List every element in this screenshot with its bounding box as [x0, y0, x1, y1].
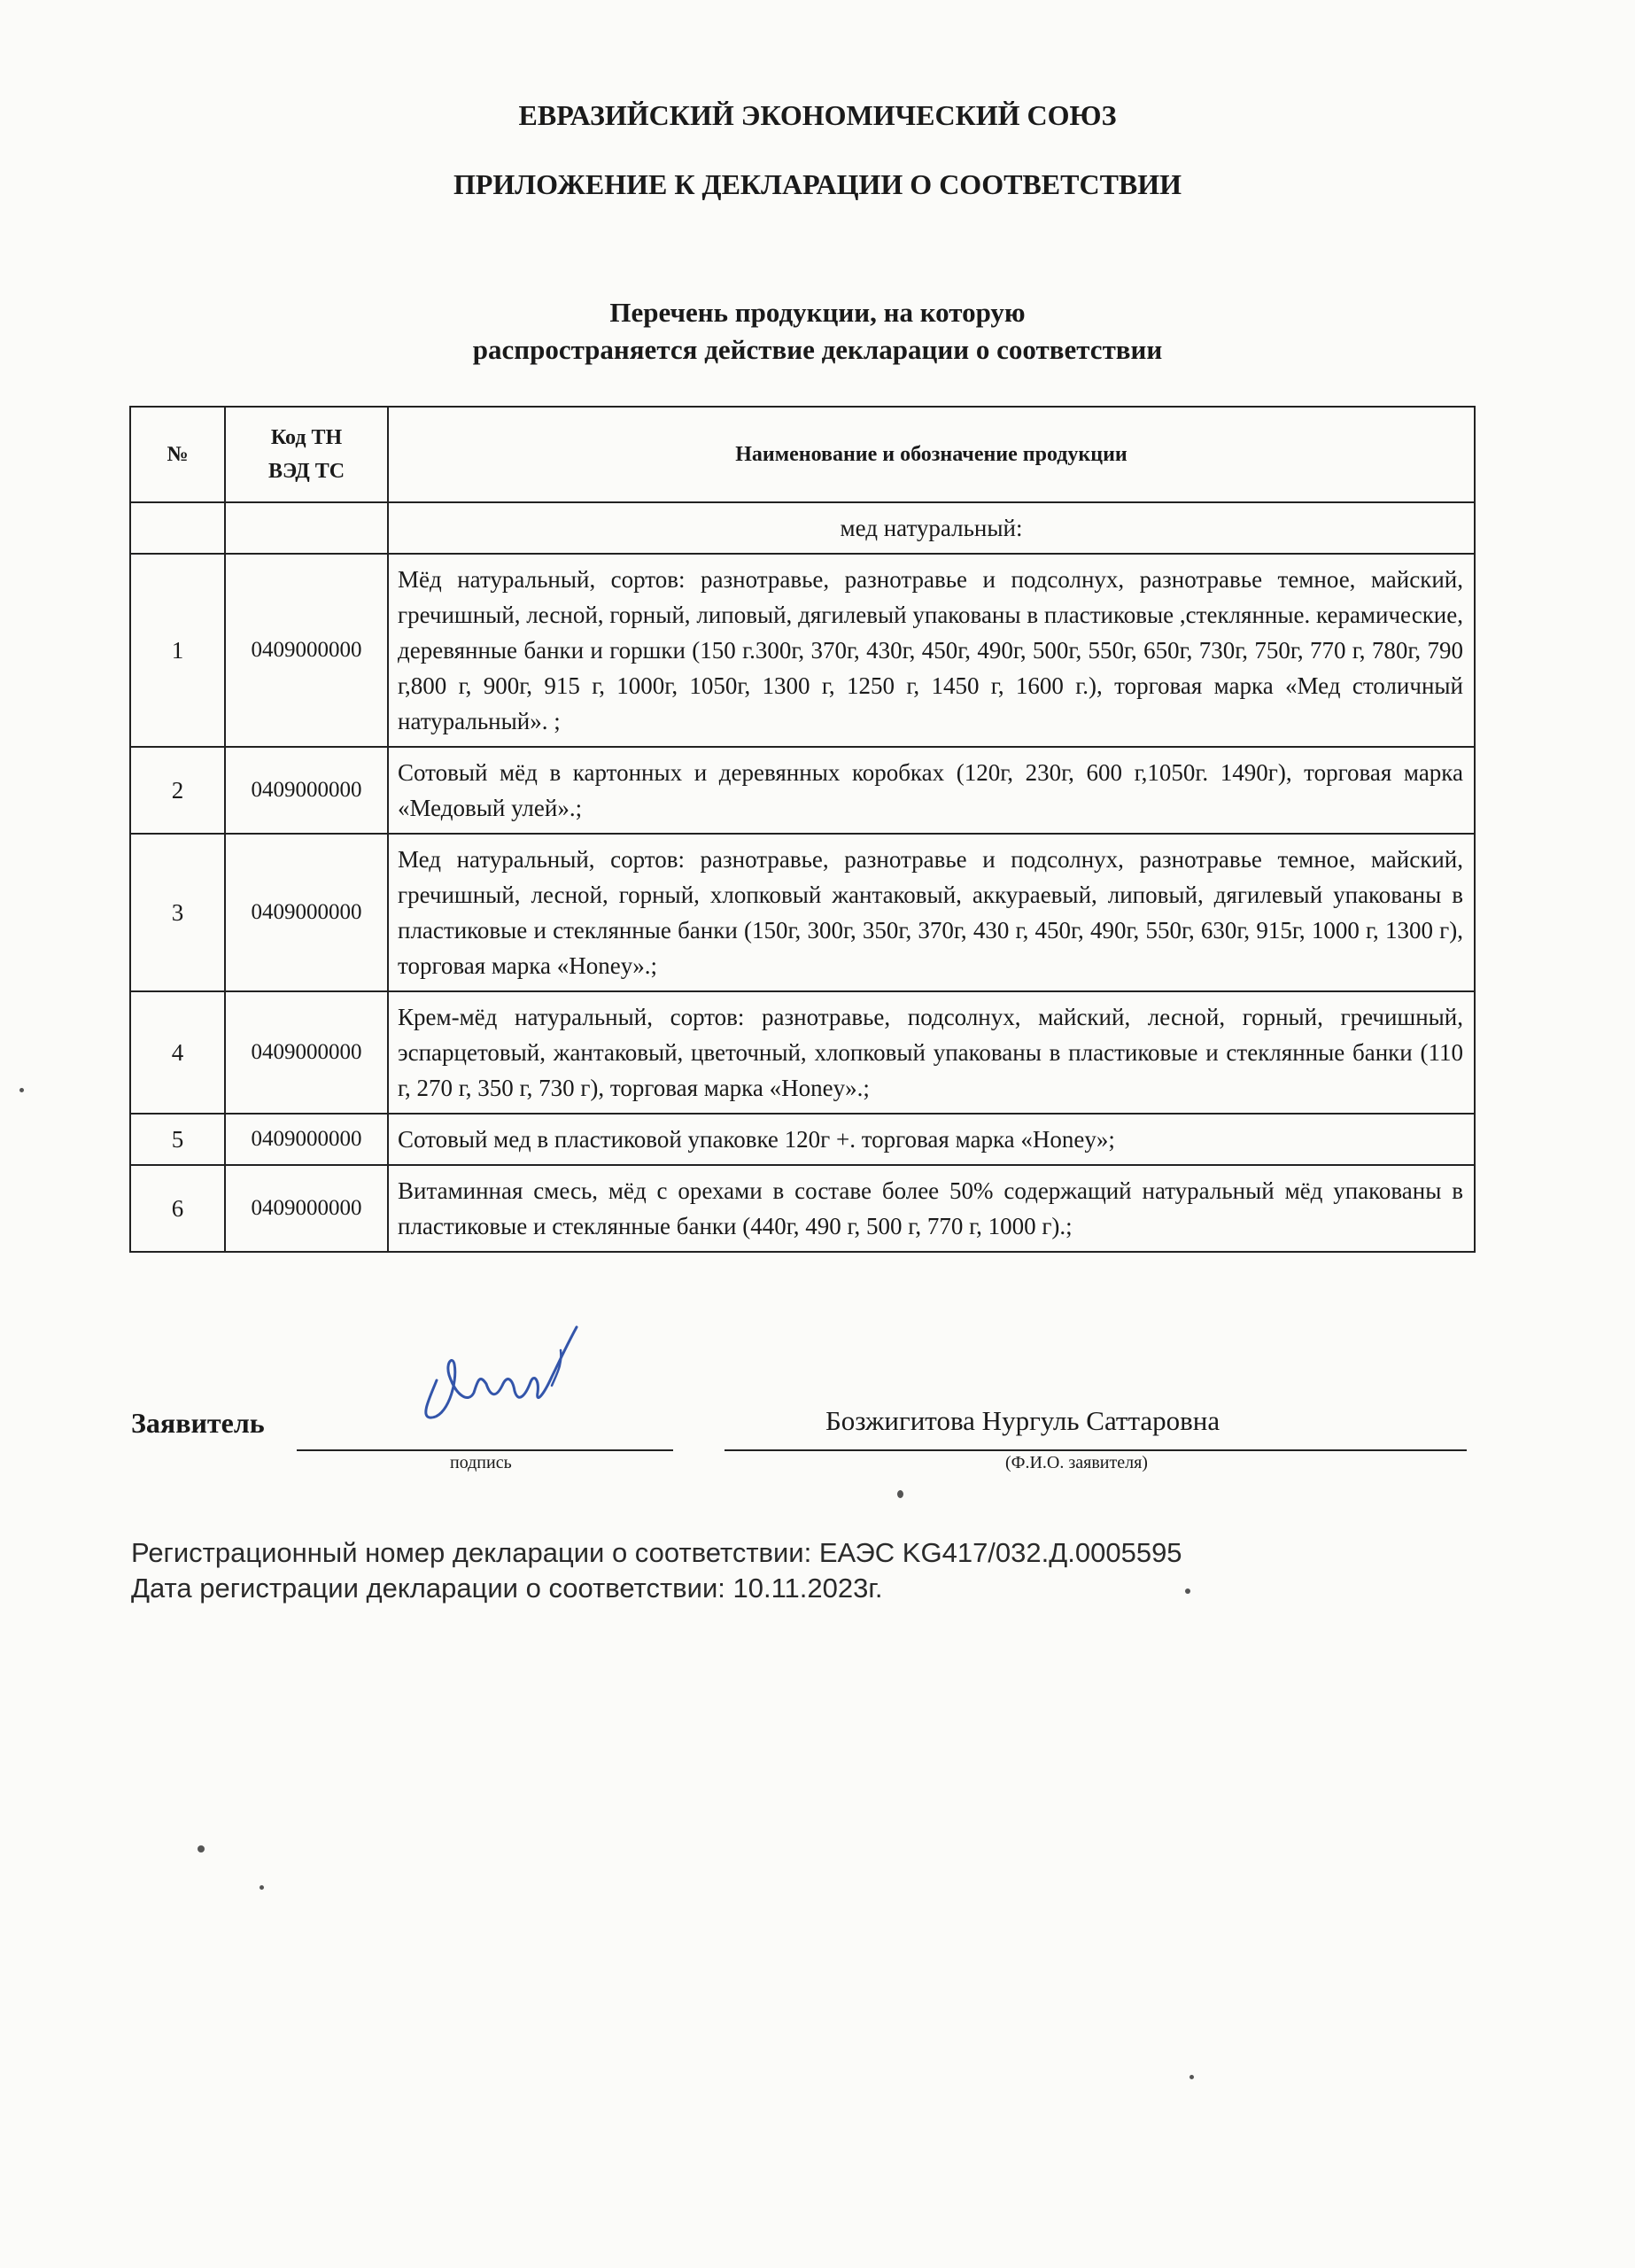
row-num: 3 — [130, 834, 225, 991]
row-num: 4 — [130, 991, 225, 1114]
col-name-header: Наименование и обозначение продукции — [388, 407, 1475, 502]
row-product-name: Сотовый мёд в картонных и деревянных коробках (120г, 230г, 600 г,1050г. 1490г), торговая марка «Медовый улей».; — [388, 747, 1475, 834]
table-row — [130, 991, 1475, 1114]
row-num: 6 — [130, 1165, 225, 1252]
scan-speck — [198, 1845, 205, 1852]
row-num: 5 — [130, 1114, 225, 1165]
col-code-header — [225, 407, 388, 502]
table-header-row — [130, 407, 1475, 502]
applicant-name: Бозжигитова Нургуль Саттаровна — [825, 1405, 1220, 1436]
row-product-name: Мед натуральный, сортов: разнотравье, разнотравье и подсолнух, разнотравье темное, майский, гречишный, лесной, горный, хлопковый жантаковый, аккураевый, липовый, дягилевый упакованы в пластиковые и стеклянные банки (150г, 300г, 350г, 370г, 430 г, 450г, 490г, 550г, 630г, 915г, 1000 г, 1300 г), торговая марка «Honey».; — [388, 834, 1475, 991]
signature-caption: подпись — [450, 1453, 512, 1472]
table-row — [130, 1165, 1475, 1252]
scan-speck — [260, 1885, 264, 1890]
row-product-name: Сотовый мед в пластиковой упаковке 120г +. торговая марка «Honey»; — [388, 1114, 1475, 1165]
list-title-line-1: Перечень продукции, на которую — [609, 297, 1026, 328]
union-title: ЕВРАЗИЙСКИЙ ЭКОНОМИЧЕСКИЙ СОЮЗ — [518, 99, 1117, 131]
scan-speck — [19, 1088, 24, 1092]
applicant-label: Заявитель — [131, 1407, 265, 1439]
name-caption: (Ф.И.О. заявителя) — [1005, 1453, 1148, 1472]
products-table — [129, 406, 1476, 1253]
scan-speck — [1189, 2075, 1194, 2079]
row-code: 0409000000 — [225, 1165, 388, 1252]
scan-speck — [897, 1490, 903, 1498]
col-code-header-line-1: Код ТН — [270, 426, 343, 449]
table-row — [130, 834, 1475, 991]
list-title — [0, 294, 1635, 369]
table-row — [130, 554, 1475, 747]
row-code: 0409000000 — [225, 1114, 388, 1165]
row-code: 0409000000 — [225, 554, 388, 747]
handwritten-signature — [403, 1311, 633, 1435]
col-num-header: № — [130, 407, 225, 502]
col-code-header-line-2: ВЭД ТС — [267, 460, 345, 483]
row-num: 1 — [130, 554, 225, 747]
group-code-cell — [225, 502, 388, 554]
row-code: 0409000000 — [225, 747, 388, 834]
group-row — [130, 502, 1475, 554]
table-row — [130, 747, 1475, 834]
row-code: 0409000000 — [225, 991, 388, 1114]
scan-speck — [1185, 1588, 1190, 1594]
registration-number: Регистрационный номер декларации о соответствии: ЕАЭС KG417/032.Д.0005595 — [131, 1537, 1182, 1568]
name-line — [725, 1449, 1467, 1451]
group-num-cell — [130, 502, 225, 554]
registration-date: Дата регистрации декларации о соответствии: 10.11.2023г. — [131, 1573, 883, 1604]
list-title-line-2: распространяется действие декларации о соответствии — [472, 334, 1163, 365]
signature-line — [297, 1449, 673, 1451]
annex-title: ПРИЛОЖЕНИЕ К ДЕКЛАРАЦИИ О СООТВЕТСТВИИ — [453, 168, 1182, 200]
row-product-name: Крем-мёд натуральный, сортов: разнотравье, подсолнух, майский, лесной, горный, гречишный, эспарцетовый, жантаковый, цветочный, хлопковый упакованы в пластиковые и стеклянные банки (110 г, 270 г, 350 г, 730 г), торговая марка «Honey».; — [388, 991, 1475, 1114]
group-label: мед натуральный: — [388, 502, 1475, 554]
row-product-name: Витаминная смесь, мёд с орехами в составе более 50% содержащий натуральный мёд упакованы в пластиковые и стеклянные банки (440г, 490 г, 500 г, 770 г, 1000 г).; — [388, 1165, 1475, 1252]
row-num: 2 — [130, 747, 225, 834]
row-code: 0409000000 — [225, 834, 388, 991]
table-row — [130, 1114, 1475, 1165]
row-product-name: Мёд натуральный, сортов: разнотравье, разнотравье и подсолнух, разнотравье темное, майский, гречишный, лесной, горный, липовый, дягилевый упакованы в пластиковые ,стеклянные. керамические, деревянные банки и горшки (150 г.300г, 370г, 430г, 450г, 490г, 500г, 550г, 650г, 730г, 750г, 770 г, 780г, 790 г,800 г, 900г, 915 г, 1000г, 1050г, 1300 г, 1250 г, 1450 г, 1600 г.), торговая марка «Мед столичный натуральный». ; — [388, 554, 1475, 747]
